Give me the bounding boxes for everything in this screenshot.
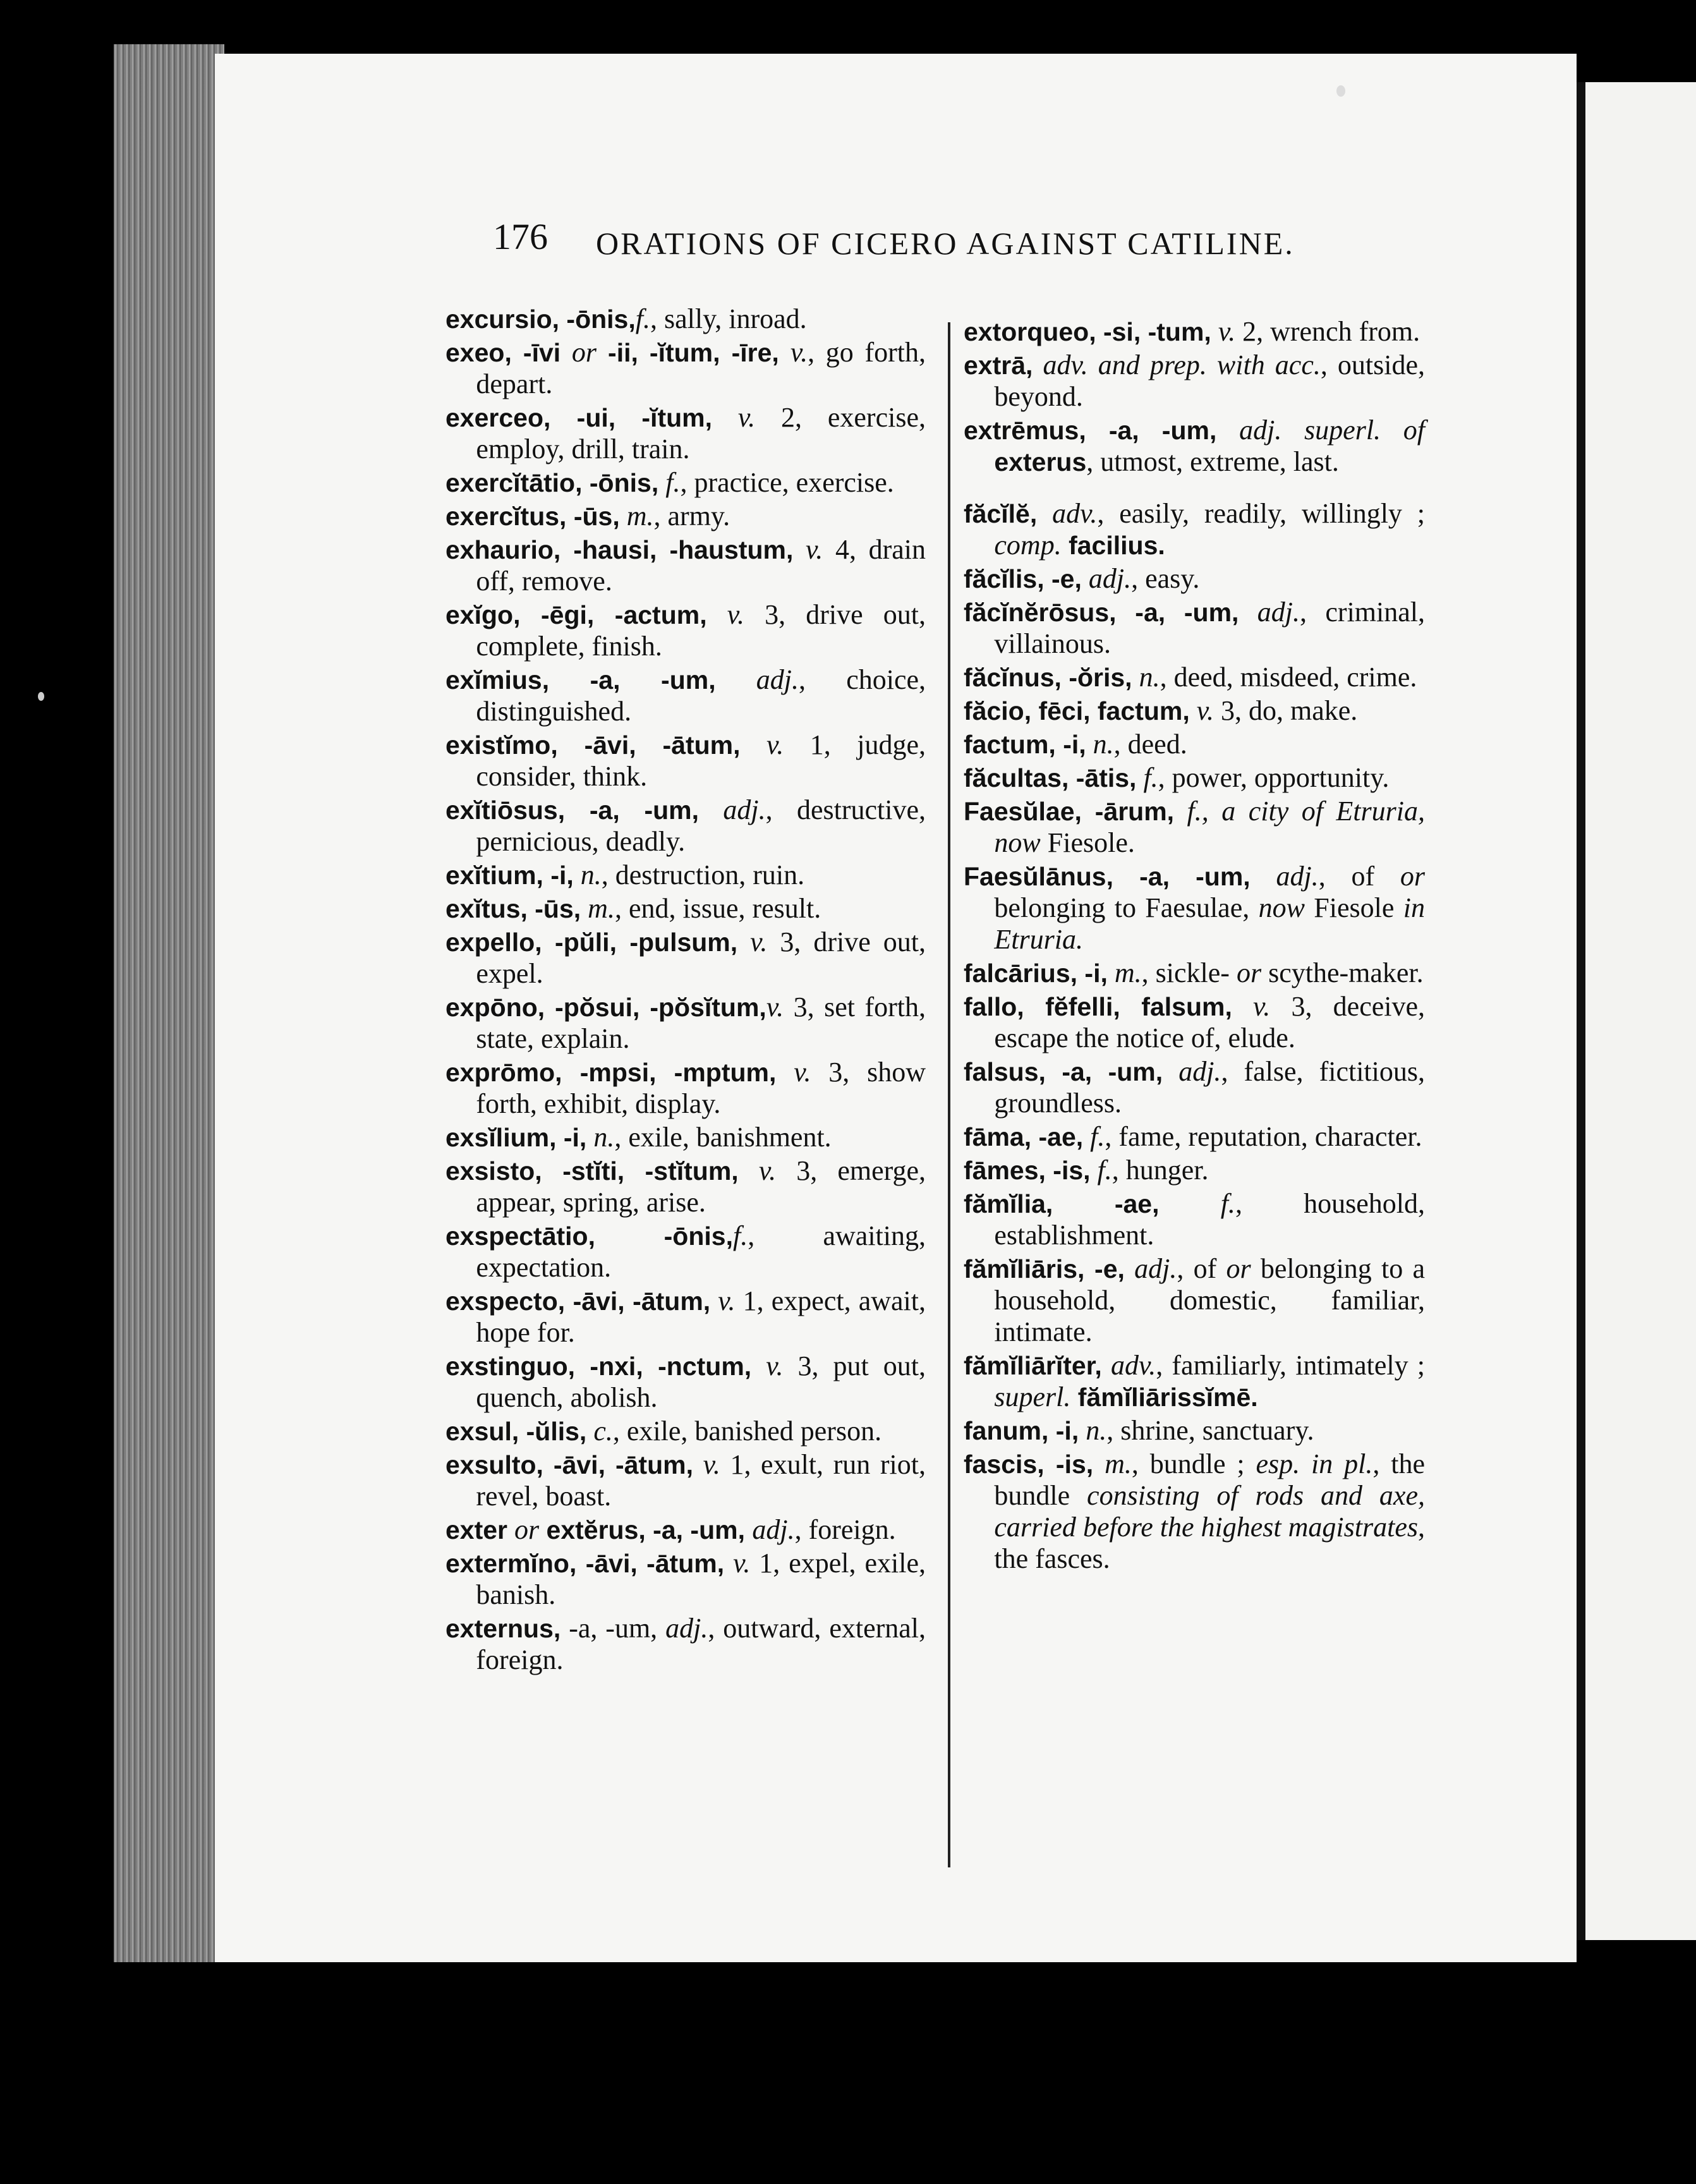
dictionary-entry (445, 1449, 926, 1512)
dictionary-entry (445, 893, 926, 925)
entry-definition: 1, judge, consider, think. (476, 729, 926, 792)
entry-headword: făcĭlis, -e, (964, 564, 1082, 593)
dictionary-entry (445, 1285, 926, 1349)
entry-form: -ii, -ĭtum, -īre, (596, 338, 790, 367)
paper-speck (1336, 85, 1345, 97)
entry-definition: , of (1177, 1253, 1227, 1284)
entry-definition (699, 794, 723, 825)
entry-definition (693, 1449, 703, 1480)
entry-headword: făcĭlĕ, (964, 499, 1038, 528)
entry-abbreviation: v. (703, 1449, 720, 1480)
entry-abbreviation: m. (626, 500, 654, 531)
dictionary-entry (964, 1253, 1425, 1348)
dictionary-entry (964, 1188, 1425, 1251)
entry-definition: , false, fictitious, groundless. (994, 1056, 1426, 1119)
dictionary-entry (445, 1122, 926, 1153)
entry-abbreviation: n. (1086, 1415, 1107, 1446)
entry-definition (1083, 1121, 1090, 1152)
entry-headword: exspectātio, -ōnis, (445, 1222, 733, 1251)
left-column (445, 303, 926, 1678)
entry-abbreviation: m. (1105, 1448, 1132, 1479)
entry-abbreviation: or (514, 1514, 540, 1545)
entry-definition (1163, 1056, 1178, 1087)
entry-definition (710, 1285, 718, 1316)
entry-definition: , army. (653, 500, 730, 531)
dictionary-entry (445, 1220, 926, 1283)
entry-abbreviation: n. (1139, 662, 1160, 693)
entry-abbreviation: v. (766, 729, 784, 760)
entry-headword: exeo, -īvi (445, 338, 561, 367)
dictionary-entry (964, 1056, 1425, 1119)
entry-definition: 2, wrench from. (1235, 316, 1420, 347)
entry-definition: 1, expel, exile, banish. (476, 1548, 926, 1610)
dictionary-entry (964, 991, 1425, 1054)
dictionary-entry (445, 1613, 926, 1676)
dictionary-entry (445, 599, 926, 662)
facing-page-edge (1577, 82, 1696, 1940)
entry-definition (586, 1122, 593, 1153)
dictionary-entry (445, 1350, 926, 1414)
entry-definition (1086, 729, 1093, 760)
entry-abbreviation: n. (580, 859, 602, 890)
entry-abbreviation: in Etruria. (994, 892, 1425, 955)
entry-definition: , household, establishment. (994, 1188, 1425, 1251)
entry-definition: , sickle- (1141, 957, 1237, 988)
entry-headword: excursio, -ōnis, (445, 305, 636, 334)
dictionary-entry (445, 534, 926, 597)
entry-definition (1216, 415, 1239, 446)
page-header (493, 212, 1365, 282)
entry-definition: , go forth, depart. (476, 337, 926, 399)
running-title: ORATIONS OF CICERO AGAINST CATILINE. (596, 226, 1295, 261)
entry-definition: , familiarly, intimately ; (1156, 1350, 1425, 1381)
entry-headword: extermĭno, -āvi, -ātum, (445, 1549, 725, 1578)
dictionary-entry (445, 729, 926, 792)
entry-abbreviation: v. (766, 1350, 784, 1381)
dictionary-entry (964, 316, 1425, 348)
entry-definition (737, 926, 750, 957)
entry-abbreviation: f. (1143, 762, 1158, 793)
dictionary-entry (964, 1121, 1425, 1153)
entry-definition: , easily, readily, willingly ; (1097, 498, 1425, 529)
entry-definition (1082, 563, 1089, 594)
entry-abbreviation: or (1226, 1253, 1251, 1284)
entry-abbreviation: v. (766, 992, 784, 1022)
entry-definition (741, 729, 766, 760)
entry-definition (1079, 1415, 1086, 1446)
dictionary-entry (964, 1155, 1425, 1186)
dictionary-entry (964, 695, 1425, 727)
entry-headword: exsĭlium, -i, (445, 1123, 587, 1152)
entry-definition: , the fasces. (994, 1512, 1425, 1574)
entry-definition (1190, 695, 1197, 726)
entry-abbreviation: f. (1097, 1155, 1112, 1186)
entry-abbreviation: v. (1196, 695, 1214, 726)
entry-abbreviation: superl. (994, 1381, 1071, 1412)
entry-definition: -a, -um, (560, 1613, 666, 1644)
entry-abbreviation: v. (718, 1285, 736, 1316)
entry-headword: expello, -pŭli, -pulsum, (445, 928, 738, 957)
entry-definition (751, 1350, 766, 1381)
entry-definition (1232, 991, 1253, 1022)
entry-abbreviation: v. (1218, 316, 1236, 347)
dictionary-entry (445, 1416, 926, 1447)
dictionary-entry (964, 349, 1425, 413)
entry-abbreviation: or (571, 337, 597, 368)
entry-abbreviation: c. (593, 1416, 613, 1447)
entry-definition: belonging to Faesulae, (994, 892, 1259, 923)
entry-definition: 4, drain off, remove. (476, 534, 926, 597)
entry-definition (586, 1416, 593, 1447)
entry-abbreviation: adj. (1134, 1253, 1177, 1284)
entry-definition: 1, expect, await, hope for. (476, 1285, 926, 1348)
entry-definition: , utmost, extreme, last. (1086, 446, 1339, 477)
entry-form: exterus (994, 447, 1087, 476)
entry-headword: exprōmo, -mpsi, -mptum, (445, 1058, 777, 1087)
dictionary-entry (445, 1514, 926, 1546)
entry-definition: 3, do, make. (1213, 695, 1358, 726)
dictionary-entry (964, 1415, 1425, 1447)
entry-headword: exhaurio, -hausi, -haustum, (445, 535, 794, 564)
entry-definition: , destruction, ruin. (601, 859, 805, 890)
entry-abbreviation: f., a city of Etruria, now (994, 796, 1426, 858)
entry-definition: , bundle ; (1131, 1448, 1256, 1479)
entry-headword: exsisto, -stĭti, -stĭtum, (445, 1156, 739, 1186)
entry-abbreviation: v. (806, 534, 823, 565)
entry-abbreviation: f. (1090, 1121, 1105, 1152)
entry-abbreviation: n. (1093, 729, 1114, 760)
entry-definition: , practice, exercise. (680, 467, 894, 498)
entry-headword: fămĭlia, -ae, (964, 1189, 1160, 1218)
entry-headword: exstinguo, -nxi, -nctum, (445, 1352, 752, 1381)
entry-definition: 3, drive out, complete, finish. (476, 599, 926, 662)
entry-definition: Fiesole. (1040, 827, 1135, 858)
entry-form: extĕrus, -a, -um, (539, 1515, 753, 1544)
entry-definition (1239, 597, 1257, 628)
dictionary-entry (445, 303, 926, 335)
entry-headword: exĭgo, -ēgi, -actum, (445, 600, 707, 629)
entry-definition: , the bundle (994, 1448, 1425, 1511)
dictionary-entry (445, 926, 926, 990)
entry-definition (707, 599, 727, 630)
entry-headword: exsulto, -āvi, -ātum, (445, 1450, 693, 1479)
entry-abbreviation: v. (727, 599, 744, 630)
entry-definition: belonging to a household, domestic, familiar, intimate. (994, 1253, 1426, 1347)
entry-abbreviation: adv. and prep. with acc. (1043, 349, 1321, 380)
entry-abbreviation: adj. (1276, 861, 1319, 892)
entry-definition: , outward, external, foreign. (476, 1613, 926, 1675)
entry-definition: , end, issue, result. (614, 893, 821, 924)
entry-abbreviation: esp. in pl. (1256, 1448, 1373, 1479)
entry-definition: Fiesole (1304, 892, 1403, 923)
paper-speck (38, 692, 44, 701)
page-edges (114, 44, 224, 1962)
entry-abbreviation: f. (635, 303, 650, 334)
entry-definition (1160, 1188, 1221, 1219)
entry-definition (1093, 1448, 1105, 1479)
entry-abbreviation: or (1400, 861, 1425, 892)
dictionary-entry (445, 337, 926, 400)
entry-definition: 3, show forth, exhibit, display. (476, 1057, 926, 1119)
entry-abbreviation: adj. (1178, 1056, 1221, 1087)
entry-definition: 3, deceive, escape the notice of, elude. (994, 991, 1426, 1053)
dictionary-entry (964, 1448, 1425, 1575)
entry-headword: făcio, fēci, factum, (964, 696, 1190, 725)
entry-abbreviation: consisting of rods and axe, carried before the highest magistrates (994, 1480, 1425, 1543)
dictionary-entry (964, 762, 1425, 794)
entry-definition: , hunger. (1111, 1155, 1209, 1186)
entry-headword: existĭmo, -āvi, -ātum, (445, 731, 741, 760)
entry-abbreviation: comp. (994, 530, 1062, 561)
entry-abbreviation: adj. (723, 794, 766, 825)
entry-definition: , power, opportunity. (1158, 762, 1390, 793)
dictionary-entry (445, 794, 926, 858)
dictionary-entry (964, 1350, 1425, 1413)
entry-definition (507, 1514, 514, 1545)
entry-definition: , deed, misdeed, crime. (1160, 662, 1417, 693)
entry-abbreviation: f. (732, 1220, 748, 1251)
entry-headword: fămĭliārĭter, (964, 1351, 1102, 1380)
entry-definition (1091, 1155, 1098, 1186)
entry-definition: , choice, distinguished. (476, 664, 926, 727)
entry-abbreviation: v. (1253, 991, 1271, 1022)
entry-definition: , fame, reputation, character. (1105, 1121, 1422, 1152)
entry-definition: , destructive, pernicious, deadly. (476, 794, 926, 857)
entry-headword: exĭtus, -ūs, (445, 894, 581, 923)
entry-abbreviation: adj. (665, 1613, 708, 1644)
entry-headword: făcĭnus, -ŏris, (964, 663, 1132, 692)
entry-abbreviation: adj. (1257, 597, 1300, 628)
dictionary-entry (964, 796, 1425, 859)
entry-definition (658, 467, 665, 498)
page-number: 176 (493, 216, 548, 257)
entry-abbreviation: now (1258, 892, 1305, 923)
entry-headword: exspecto, -āvi, -ātum, (445, 1287, 711, 1316)
entry-abbreviation: adj. (756, 664, 799, 695)
entry-headword: fāmes, -is, (964, 1156, 1091, 1185)
entry-abbreviation: m. (588, 893, 615, 924)
entry-definition (712, 402, 738, 433)
entry-definition: , sally, inroad. (650, 303, 807, 334)
entry-definition: , foreign. (794, 1514, 896, 1545)
right-column (964, 316, 1425, 1577)
dictionary-entry (445, 467, 926, 499)
dictionary-entry (445, 992, 926, 1055)
entry-definition (1037, 498, 1052, 529)
entry-definition: , of (1318, 861, 1400, 892)
dictionary-entry (445, 402, 926, 465)
entry-abbreviation: adv. (1052, 498, 1098, 529)
entry-definition (581, 893, 588, 924)
entry-headword: exerceo, -ui, -ĭtum, (445, 403, 712, 432)
entry-definition: , exile, banished person. (612, 1416, 882, 1447)
entry-abbreviation: or (1236, 957, 1262, 988)
entry-headword: expōno, -pŏsui, -pŏsĭtum, (445, 993, 766, 1022)
entry-headword: fascis, -is, (964, 1450, 1094, 1479)
dictionary-entry (445, 1057, 926, 1120)
entry-definition (620, 500, 627, 531)
entry-abbreviation: f. (1220, 1188, 1235, 1219)
entry-headword: fămĭliāris, -e, (964, 1254, 1125, 1283)
entry-abbreviation: adj. (752, 1514, 795, 1545)
entry-definition (716, 664, 756, 695)
dictionary-entry (964, 957, 1425, 989)
entry-headword: exĭtiōsus, -a, -um, (445, 796, 700, 825)
dictionary-entry (445, 1548, 926, 1611)
entry-definition (1102, 1350, 1111, 1381)
entry-definition (1251, 861, 1276, 892)
entry-definition (560, 337, 572, 368)
entry-abbreviation: adv. (1110, 1350, 1156, 1381)
entry-abbreviation: v. (758, 1155, 777, 1186)
entry-headword: falcārius, -i, (964, 959, 1108, 988)
entry-definition: 2, exercise, employ, drill, train. (476, 402, 926, 464)
entry-abbreviation: adj. superl. of (1239, 415, 1426, 446)
entry-definition (1211, 316, 1218, 347)
entry-definition: , deed. (1113, 729, 1187, 760)
entry-abbreviation: v. (733, 1548, 751, 1579)
entry-headword: exercĭtātio, -ōnis, (445, 468, 659, 497)
entry-headword: extorqueo, -si, -tum, (964, 317, 1211, 346)
entry-definition (793, 534, 806, 565)
dictionary-entry (964, 597, 1425, 660)
entry-headword: exter (445, 1515, 508, 1544)
entry-definition (1033, 349, 1043, 380)
entry-definition (1136, 762, 1143, 793)
dictionary-entry (964, 498, 1425, 561)
entry-definition: 3, set forth, state, explain. (476, 992, 926, 1054)
entry-headword: fāma, -ae, (964, 1122, 1084, 1151)
entry-abbreviation: adj. (1088, 563, 1132, 594)
dictionary-entry (964, 563, 1425, 595)
entry-headword: falsus, -a, -um, (964, 1057, 1163, 1086)
dictionary-entry (445, 859, 926, 891)
entry-definition (739, 1155, 759, 1186)
entry-abbreviation: n. (593, 1122, 615, 1153)
entry-abbreviation: f. (665, 467, 681, 498)
dictionary-entry (964, 415, 1425, 478)
entry-definition: 1, exult, run riot, revel, boast. (476, 1449, 926, 1512)
entry-definition (1132, 662, 1139, 693)
dictionary-entry (445, 1155, 926, 1218)
entry-headword: exsul, -ŭlis, (445, 1417, 587, 1446)
entry-definition (724, 1548, 733, 1579)
dictionary-entry (445, 664, 926, 727)
entry-headword: exercĭtus, -ūs, (445, 502, 620, 531)
entry-form: facilius. (1061, 531, 1165, 560)
entry-headword: exĭmius, -a, -um, (445, 665, 716, 695)
dictionary-entry (445, 500, 926, 532)
entry-definition: scythe-maker. (1261, 957, 1424, 988)
dictionary-entry (964, 861, 1425, 956)
entry-abbreviation: v. (737, 402, 756, 433)
entry-headword: Faesŭlae, -ārum, (964, 797, 1175, 826)
entry-headword: Faesŭlānus, -a, -um, (964, 862, 1251, 891)
entry-definition: , criminal, villainous. (994, 597, 1425, 659)
column-divider (948, 322, 950, 1867)
entry-definition (1108, 957, 1115, 988)
entry-definition: , easy. (1131, 563, 1200, 594)
entry-abbreviation: v. (790, 337, 808, 368)
entry-abbreviation: m. (1114, 957, 1142, 988)
dictionary-entry (964, 729, 1425, 760)
entry-abbreviation: v. (794, 1057, 811, 1088)
entry-headword: extrēmus, -a, -um, (964, 416, 1217, 445)
dictionary-entry (964, 662, 1425, 693)
entry-definition: 3, emerge, appear, spring, arise. (476, 1155, 926, 1218)
entry-definition: 3, put out, quench, abolish. (476, 1350, 926, 1413)
entry-abbreviation: v. (750, 926, 768, 957)
entry-headword: fallo, fĕfelli, falsum, (964, 992, 1232, 1021)
entry-definition: 3, drive out, expel. (476, 926, 926, 989)
entry-definition: , outside, beyond. (994, 349, 1425, 412)
entry-headword: externus, (445, 1614, 561, 1643)
entry-definition (574, 859, 581, 890)
entry-definition: , awaiting, expectation. (476, 1220, 926, 1283)
entry-form: fămĭliārissĭmē. (1070, 1383, 1258, 1412)
entry-definition (1125, 1253, 1134, 1284)
entry-headword: făcultas, -ātis, (964, 763, 1137, 792)
entry-headword: făcĭnĕrōsus, -a, -um, (964, 598, 1239, 627)
entry-definition: , shrine, sanctuary. (1106, 1415, 1314, 1446)
entry-headword: extrā, (964, 351, 1033, 380)
entry-definition: , exile, banishment. (614, 1122, 832, 1153)
entry-definition (776, 1057, 794, 1088)
entry-headword: exĭtium, -i, (445, 861, 574, 890)
entry-headword: fanum, -i, (964, 1416, 1079, 1445)
entry-headword: factum, -i, (964, 730, 1086, 759)
entry-definition (1174, 796, 1187, 827)
